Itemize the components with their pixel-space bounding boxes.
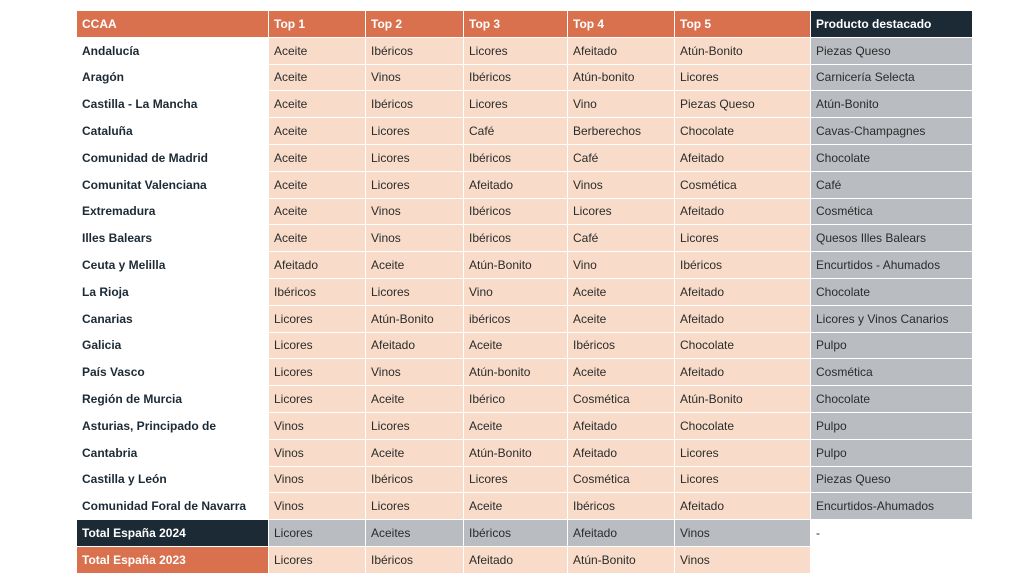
- top-1-cell: Afeitado: [269, 252, 366, 279]
- top-4-cell: Licores: [568, 198, 675, 225]
- top-3-cell: Aceite: [464, 412, 568, 439]
- header-top-5: Top 5: [675, 11, 811, 38]
- featured-product-cell: Pulpo: [811, 439, 973, 466]
- table-row: [77, 118, 973, 145]
- region-cell: Castilla y León: [77, 466, 269, 493]
- top-5-cell: Chocolate: [675, 118, 811, 145]
- top-2-cell: Atún-Bonito: [366, 305, 464, 332]
- table-row: [77, 171, 973, 198]
- top-5-cell: Afeitado: [675, 198, 811, 225]
- table-row: [77, 359, 973, 386]
- featured-product-cell: Café: [811, 171, 973, 198]
- region-cell: País Vasco: [77, 359, 269, 386]
- top-4-cell: Afeitado: [568, 439, 675, 466]
- top-2-cell: Vinos: [366, 198, 464, 225]
- table-row: [77, 278, 973, 305]
- top-3-cell: Atún-Bonito: [464, 439, 568, 466]
- top-2-cell: Ibéricos: [366, 91, 464, 118]
- table-row: [77, 144, 973, 171]
- top-1-cell: Aceite: [269, 225, 366, 252]
- top-2-cell: Licores: [366, 412, 464, 439]
- featured-product-cell: [811, 546, 973, 573]
- top-5-cell: Vinos: [675, 520, 811, 547]
- top-4-cell: Ibéricos: [568, 332, 675, 359]
- table-row: [77, 493, 973, 520]
- region-cell: Cataluña: [77, 118, 269, 145]
- table-row: [77, 252, 973, 279]
- featured-product-cell: Piezas Queso: [811, 37, 973, 64]
- top-2-cell: Licores: [366, 493, 464, 520]
- top-5-cell: Chocolate: [675, 332, 811, 359]
- region-cell: La Rioja: [77, 278, 269, 305]
- top-3-cell: Vino: [464, 278, 568, 305]
- top-5-cell: Chocolate: [675, 412, 811, 439]
- top-2-cell: Vinos: [366, 225, 464, 252]
- featured-product-cell: Cosmética: [811, 359, 973, 386]
- top-1-cell: Licores: [269, 359, 366, 386]
- region-cell: Comunitat Valenciana: [77, 171, 269, 198]
- top-1-cell: Aceite: [269, 91, 366, 118]
- table-header-row: [77, 11, 973, 38]
- table-row: [77, 37, 973, 64]
- featured-product-cell: Licores y Vinos Canarios: [811, 305, 973, 332]
- top-1-cell: Licores: [269, 520, 366, 547]
- region-cell: Total España 2023: [77, 546, 269, 573]
- total-row: [77, 546, 973, 573]
- featured-product-cell: Cosmética: [811, 198, 973, 225]
- featured-product-cell: Encurtidos - Ahumados: [811, 252, 973, 279]
- featured-product-cell: Cavas-Champagnes: [811, 118, 973, 145]
- top-4-cell: Ibéricos: [568, 493, 675, 520]
- top-5-cell: Ibéricos: [675, 252, 811, 279]
- top-5-cell: Afeitado: [675, 359, 811, 386]
- table-row: [77, 198, 973, 225]
- featured-product-cell: Encurtidos-Ahumados: [811, 493, 973, 520]
- table-row: [77, 64, 973, 91]
- top-4-cell: Café: [568, 144, 675, 171]
- total-row: [77, 520, 973, 547]
- region-cell: Región de Murcia: [77, 386, 269, 413]
- top-1-cell: Licores: [269, 546, 366, 573]
- top-1-cell: Aceite: [269, 64, 366, 91]
- region-cell: Ceuta y Melilla: [77, 252, 269, 279]
- top-4-cell: Aceite: [568, 278, 675, 305]
- region-cell: Asturias, Principado de: [77, 412, 269, 439]
- top-3-cell: ibéricos: [464, 305, 568, 332]
- header-top-2: Top 2: [366, 11, 464, 38]
- top-3-cell: Café: [464, 118, 568, 145]
- top-1-cell: Vinos: [269, 466, 366, 493]
- top-2-cell: Ibéricos: [366, 37, 464, 64]
- top-3-cell: Licores: [464, 466, 568, 493]
- header-top-3: Top 3: [464, 11, 568, 38]
- top-4-cell: Aceite: [568, 305, 675, 332]
- top-2-cell: Licores: [366, 118, 464, 145]
- top-4-cell: Afeitado: [568, 412, 675, 439]
- top-2-cell: Licores: [366, 144, 464, 171]
- top-1-cell: Aceite: [269, 118, 366, 145]
- featured-product-cell: Pulpo: [811, 332, 973, 359]
- top-1-cell: Aceite: [269, 198, 366, 225]
- region-cell: Illes Balears: [77, 225, 269, 252]
- top-3-cell: Aceite: [464, 493, 568, 520]
- top-4-cell: Cosmética: [568, 466, 675, 493]
- top-3-cell: Ibéricos: [464, 225, 568, 252]
- top-1-cell: Vinos: [269, 412, 366, 439]
- top-5-cell: Afeitado: [675, 278, 811, 305]
- top-2-cell: Aceite: [366, 439, 464, 466]
- top-2-cell: Ibéricos: [366, 546, 464, 573]
- featured-product-cell: -: [811, 520, 973, 547]
- top-2-cell: Aceite: [366, 252, 464, 279]
- top-4-cell: Aceite: [568, 359, 675, 386]
- top-2-cell: Aceite: [366, 386, 464, 413]
- region-cell: Total España 2024: [77, 520, 269, 547]
- featured-product-cell: Piezas Queso: [811, 466, 973, 493]
- top-3-cell: Ibéricos: [464, 520, 568, 547]
- table-row: [77, 386, 973, 413]
- top-1-cell: Vinos: [269, 439, 366, 466]
- region-cell: Comunidad de Madrid: [77, 144, 269, 171]
- top-5-cell: Atún-Bonito: [675, 386, 811, 413]
- region-cell: Galicia: [77, 332, 269, 359]
- top-5-cell: Afeitado: [675, 493, 811, 520]
- header-ccaa: CCAA: [77, 11, 269, 38]
- top-4-cell: Café: [568, 225, 675, 252]
- top-5-cell: Afeitado: [675, 144, 811, 171]
- region-cell: Comunidad Foral de Navarra: [77, 493, 269, 520]
- featured-product-cell: Chocolate: [811, 386, 973, 413]
- top-2-cell: Licores: [366, 278, 464, 305]
- top-5-cell: Licores: [675, 225, 811, 252]
- region-cell: Castilla - La Mancha: [77, 91, 269, 118]
- top-5-cell: Atún-Bonito: [675, 37, 811, 64]
- top-1-cell: Aceite: [269, 37, 366, 64]
- top-3-cell: Afeitado: [464, 546, 568, 573]
- header-featured-product: Producto destacado: [811, 11, 973, 38]
- top-3-cell: Aceite: [464, 332, 568, 359]
- featured-product-cell: Pulpo: [811, 412, 973, 439]
- top-2-cell: Vinos: [366, 64, 464, 91]
- table-row: [77, 225, 973, 252]
- top-3-cell: Ibérico: [464, 386, 568, 413]
- top-4-cell: Vino: [568, 91, 675, 118]
- top-3-cell: Ibéricos: [464, 64, 568, 91]
- header-top-1: Top 1: [269, 11, 366, 38]
- top-3-cell: Atún-Bonito: [464, 252, 568, 279]
- region-cell: Cantabria: [77, 439, 269, 466]
- top-3-cell: Licores: [464, 91, 568, 118]
- top-5-cell: Licores: [675, 466, 811, 493]
- region-cell: Canarias: [77, 305, 269, 332]
- top-2-cell: Ibéricos: [366, 466, 464, 493]
- top-3-cell: Afeitado: [464, 171, 568, 198]
- top-5-cell: Licores: [675, 64, 811, 91]
- top-1-cell: Licores: [269, 332, 366, 359]
- featured-product-cell: Atún-Bonito: [811, 91, 973, 118]
- table-row: [77, 91, 973, 118]
- region-cell: Andalucía: [77, 37, 269, 64]
- top-1-cell: Licores: [269, 305, 366, 332]
- products-table: [76, 10, 973, 574]
- top-3-cell: Ibéricos: [464, 198, 568, 225]
- top-1-cell: Vinos: [269, 493, 366, 520]
- top-3-cell: Atún-bonito: [464, 359, 568, 386]
- top-5-cell: Afeitado: [675, 305, 811, 332]
- top-2-cell: Licores: [366, 171, 464, 198]
- top-4-cell: Berberechos: [568, 118, 675, 145]
- top-1-cell: Aceite: [269, 171, 366, 198]
- header-top-4: Top 4: [568, 11, 675, 38]
- featured-product-cell: Chocolate: [811, 278, 973, 305]
- featured-product-cell: Carnicería Selecta: [811, 64, 973, 91]
- top-4-cell: Afeitado: [568, 37, 675, 64]
- top-5-cell: Licores: [675, 439, 811, 466]
- featured-product-cell: Chocolate: [811, 144, 973, 171]
- top-4-cell: Atún-Bonito: [568, 546, 675, 573]
- top-5-cell: Cosmética: [675, 171, 811, 198]
- region-cell: Extremadura: [77, 198, 269, 225]
- top-1-cell: Licores: [269, 386, 366, 413]
- top-3-cell: Licores: [464, 37, 568, 64]
- table-row: [77, 439, 973, 466]
- top-2-cell: Vinos: [366, 359, 464, 386]
- top-4-cell: Cosmética: [568, 386, 675, 413]
- top-3-cell: Ibéricos: [464, 144, 568, 171]
- top-1-cell: Ibéricos: [269, 278, 366, 305]
- table-row: [77, 305, 973, 332]
- top-4-cell: Atún-bonito: [568, 64, 675, 91]
- featured-product-cell: Quesos Illes Balears: [811, 225, 973, 252]
- table-row: [77, 412, 973, 439]
- table-row: [77, 332, 973, 359]
- top-4-cell: Vino: [568, 252, 675, 279]
- top-2-cell: Afeitado: [366, 332, 464, 359]
- top-5-cell: Vinos: [675, 546, 811, 573]
- top-4-cell: Vinos: [568, 171, 675, 198]
- region-cell: Aragón: [77, 64, 269, 91]
- top-1-cell: Aceite: [269, 144, 366, 171]
- top-4-cell: Afeitado: [568, 520, 675, 547]
- table-row: [77, 466, 973, 493]
- top-5-cell: Piezas Queso: [675, 91, 811, 118]
- top-2-cell: Aceites: [366, 520, 464, 547]
